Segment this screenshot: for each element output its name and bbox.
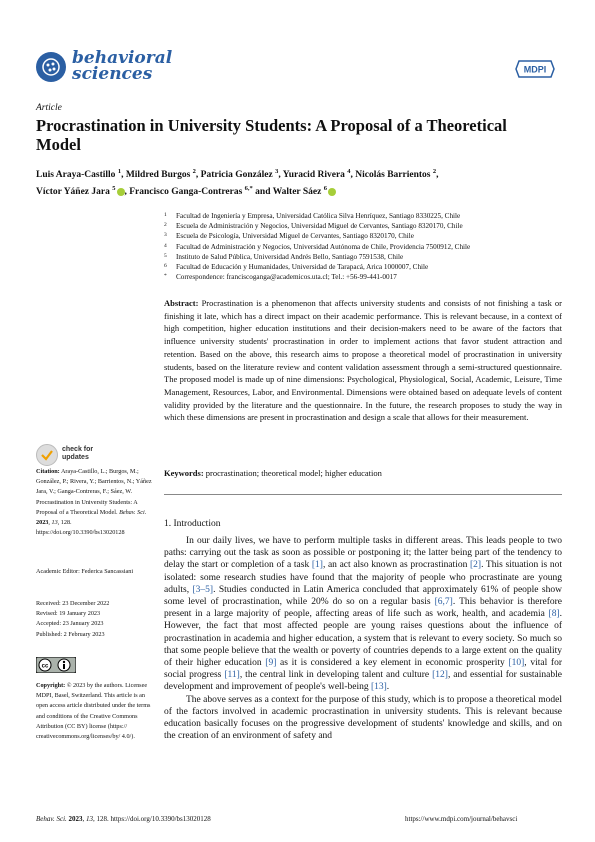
affiliation <box>164 262 564 272</box>
reference-link[interactable]: [11] <box>224 670 240 681</box>
introduction-body <box>164 535 562 742</box>
affiliation-text: Facultad de Administración y Negocios, Universidad Autónoma de Chile, Providencia 7500912, Chile <box>176 242 471 251</box>
citation-text: Araya-Castillo, L.; Burgos, M.; González, P.; Rivera, Y.; Barrientos, N.; Yáñez Jara, V.; Ganga-Contreras, F.; Sáez, W. Procrastination in University Students: A Proposal of a Theoretical Model. <box>36 468 152 516</box>
orcid-icon[interactable] <box>117 188 125 196</box>
copyright-text: © 2023 by the authors. Licensee MDPI, Basel, Switzerland. This article is an open access article distributed under the terms and conditions of the Creative Commons Attribution (CC BY) license (https:// creativecommons.org/licenses/by/ 4.0/). <box>36 682 151 741</box>
citation-journal: Behav. Sci. <box>119 508 147 516</box>
paragraph-text: , vital for social progress <box>164 658 562 681</box>
affiliation-number: 4 <box>164 242 167 249</box>
date-published: Published: 2 February 2023 <box>36 630 105 638</box>
reference-link[interactable]: [10] <box>508 658 525 669</box>
author-separator: , <box>195 170 201 181</box>
author-affiliation-marker: 5 <box>112 185 116 193</box>
introduction-paragraph-1 <box>164 535 562 694</box>
date-received: Received: 23 December 2022 <box>36 600 110 607</box>
paragraph-text: , and essential for sustainable development and improvement of people's well-being <box>164 670 562 693</box>
dates-block <box>36 599 154 640</box>
author-separator: , <box>121 170 126 181</box>
author-separator: , <box>124 187 130 198</box>
introduction-paragraph-2: The above serves as a context for the purpose of this study, which is to propose a theoretical model of the factors involved in academic procrastination in university students. This is relevant because education basically focuses on the progressive development of students' knowledge and skills, and on the creation of an environment of safety and <box>164 694 562 742</box>
paragraph-text: , the central link in developing talent and culture <box>239 670 433 681</box>
reference-link[interactable]: [12] <box>432 670 448 681</box>
affiliation-list <box>164 211 564 282</box>
copyright-block <box>36 681 154 742</box>
author-separator: , <box>436 170 439 181</box>
affiliation-number: * <box>164 273 167 280</box>
reference-link[interactable]: [13] <box>370 682 387 693</box>
check-updates-line2: updates <box>62 454 89 461</box>
mdpi-logo <box>515 60 555 78</box>
citation-label: Citation: <box>36 468 60 475</box>
footer-journal: Behav. Sci. <box>36 815 67 823</box>
abstract <box>164 297 562 424</box>
citation-year: 2023 <box>36 519 49 527</box>
article-type: Article <box>36 103 62 113</box>
article-title: Procrastination in University Students: A Proposal of a Theoretical Model <box>36 116 507 154</box>
paragraph-text: . Studies conducted in Latin America concluded that approximately 61% of people show some level of procrastination, while 20% do so on a regular basis <box>164 584 562 608</box>
affiliation-text: Facultad de Ingeniería y Empresa, Universidad Católica Silva Henríquez, Santiago 8330225, Chile <box>176 212 461 220</box>
reference-link[interactable]: [9] <box>265 658 277 669</box>
author-affiliation-marker: 1 <box>117 168 122 175</box>
affiliation-text: Facultad de Educación y Humanidades, Universidad de Tarapacá, Arica 1000007, Chile <box>176 263 429 272</box>
author-name: Yuracid Rivera <box>282 170 348 181</box>
citation-block: Citation: Araya-Castillo, L.; Burgos, M.; González, P.; Rivera, Y.; Barrientos, N.; Yáñez Jara, V.; Ganga-Contreras, F.; Sáez, W. Procrastination in University Students: A Proposal of a Theoretical Model. Behav. Sci. 2023, 13, 128. https://doi.org/10.3390/bs13020128 <box>36 468 152 537</box>
abstract-label: Abstract: <box>164 298 199 308</box>
reference-link[interactable]: [1] <box>311 560 323 571</box>
author-affiliation-marker: 6,* <box>244 185 253 193</box>
orcid-icon[interactable] <box>328 188 336 196</box>
footer-volume: 13 <box>86 815 94 823</box>
keywords <box>164 468 562 478</box>
author-separator: and <box>252 187 273 198</box>
keywords-label: Keywords: <box>164 468 204 478</box>
author-name: Mildred Burgos <box>125 170 193 181</box>
author-affiliation-marker: 2 <box>192 168 196 175</box>
author-affiliation-marker: 6 <box>323 185 327 193</box>
affiliation-text: Correspondence: franciscoganga@academicos.uta.cl; Tel.: +56-99-441-0017 <box>176 273 397 282</box>
author-list <box>36 165 556 199</box>
abstract-text: Procrastination is a phenomenon that affects university students and consists of not finishing a task or finishing it late, which has a direct impact on their academic performance. This is relevant because, in a context of high competition, higher education institutions and their decision-makers need to be aware of the factors that influence university students' procrastination in order to implement actions that favor student attraction and retention. Based on the above, this research aims to propose a theoretical model of procrastination in university students, based on the literature review and content validation assessment through a semi-structured questionnaire. The proposed model is made up of nine dimensions: Psychological, Physiological, Social, Academic, Leisure, Time Management, Resources, Labor, and Environmental. Dimensions were obtained based on adequate levels of content validity provided by the literature and the questionnaire. In the future, the research proposes to study the way in which these dimensions are present in procrastination and design a scale that allows for their measurement. <box>164 298 563 423</box>
author-affiliation-marker: 3 <box>275 168 279 175</box>
date-revised: Revised: 19 January 2023 <box>36 610 101 618</box>
affiliation <box>164 242 564 252</box>
footer-doi[interactable]: , 128. https://doi.org/10.3390/bs13020128 <box>93 815 211 823</box>
citation-volume: 13 <box>51 519 58 527</box>
affiliation-number: 2 <box>164 222 167 229</box>
footer-citation: Behav. Sci. 2023, 13, 128. https://doi.org/10.3390/bs13020128 <box>36 815 211 823</box>
citation-doi[interactable]: , 128. https://doi.org/10.3390/bs13020128 <box>36 519 125 537</box>
reference-link[interactable]: [6,7] <box>434 597 453 608</box>
affiliation <box>164 231 564 241</box>
author-name: Nicolás Barrientos <box>355 170 433 181</box>
paragraph-text: as it is considered a key element in economic prosperity <box>276 658 509 669</box>
affiliation-number: 3 <box>164 232 167 239</box>
paragraph-text: , an act also known as procrastination <box>322 560 470 571</box>
paragraph-text: In our daily lives, we have to perform multiple tasks in different areas. This leads people to two paths: carrying out the task as soon as possible or postponing it; the latter being part of the tendency to delay the start or completion of a task <box>164 536 562 571</box>
publisher-label: MDPI <box>523 64 547 75</box>
check-for-updates-button[interactable] <box>62 446 93 462</box>
author-separator: , <box>278 170 283 181</box>
paragraph-text: . However, the fact that most affected people are young raises questions about the influence of procrastination in academia and higher education, a system that is relevant to every society. So much so that some people believe that the wealth or poverty of countries depends to a large extent on the quality of their higher education <box>164 609 562 669</box>
author-name: Francisco Ganga-Contreras <box>129 187 245 198</box>
affiliation-number: 6 <box>164 263 167 270</box>
affiliation <box>164 221 564 231</box>
footer-year: 2023 <box>68 815 83 823</box>
section-heading-introduction: 1. Introduction <box>164 519 221 529</box>
svg-text:cc: cc <box>41 663 49 670</box>
reference-link[interactable]: [3–5] <box>192 584 214 595</box>
affiliation-text: Instituto de Salud Pública, Universidad Andrés Bello, Santiago 7591538, Chile <box>176 252 404 261</box>
journal-logo-icon <box>36 52 66 82</box>
affiliation-text: Escuela de Administración y Negocios, Universidad Miguel de Cervantes, Santiago 8320170, Chile <box>176 222 463 231</box>
affiliation <box>164 272 564 282</box>
journal-name-line2: sciences <box>72 64 153 84</box>
journal-name <box>72 50 172 82</box>
author-name: Víctor Yáñez Jara <box>36 187 113 198</box>
reference-link[interactable]: [2] <box>470 560 482 571</box>
affiliation-number: 5 <box>164 252 167 259</box>
affiliation-number: 1 <box>164 212 167 218</box>
paragraph-text: . This situation is not isolated: some research studies have found that the majority of people who procrastinate are young adults, <box>164 560 562 595</box>
keywords-text: procrastination; theoretical model; higher education <box>205 468 382 478</box>
journal-name-line1: behavioral <box>72 48 173 68</box>
author-name: Walter Sáez <box>272 187 324 198</box>
affiliation <box>164 211 564 221</box>
author-name: Patricia González <box>200 170 276 181</box>
author-affiliation-marker: 2 <box>432 168 437 175</box>
divider <box>164 494 562 495</box>
academic-editor: Academic Editor: Federica Sancassiani <box>36 568 134 575</box>
paragraph-text: . <box>386 682 390 693</box>
affiliation-text: Escuela de Psicología, Universidad Miguel de Cervantes, Santiago 8320170, Chile <box>176 232 414 241</box>
reference-link[interactable]: [8] <box>548 609 560 620</box>
copyright-label: Copyright: <box>36 682 66 689</box>
author-affiliation-marker: 4 <box>347 168 351 175</box>
author-separator: , <box>350 170 356 181</box>
paragraph-text: . This behavior is therefore present in a large majority of people, affecting areas of life such as work, health, and academia <box>164 597 562 620</box>
check-for-updates-icon[interactable] <box>36 444 58 466</box>
footer-journal-url[interactable]: https://www.mdpi.com/journal/behavsci <box>405 815 518 823</box>
check-updates-line1: check for <box>62 446 94 453</box>
affiliation <box>164 252 564 262</box>
date-accepted: Accepted: 23 January 2023 <box>36 620 104 628</box>
cc-by-license-icon[interactable] <box>36 657 76 673</box>
author-name: Luis Araya-Castillo <box>36 170 118 181</box>
